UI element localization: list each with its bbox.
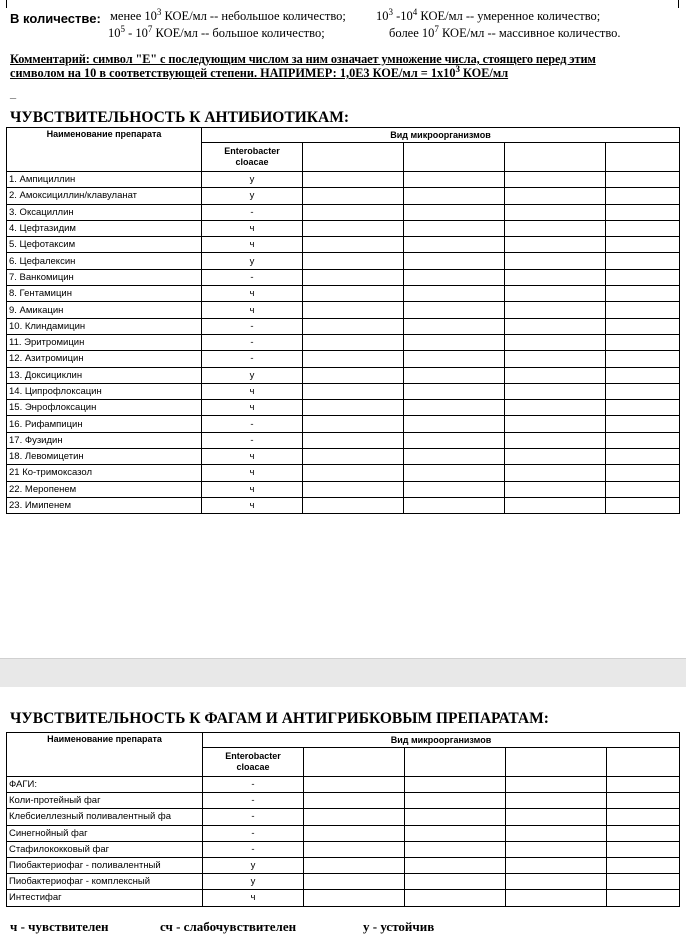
drug-name: 5. Цефотаксим [7, 237, 202, 253]
empty-cell [303, 465, 404, 481]
sensitivity-value: у [203, 874, 304, 890]
antibiotics-body [7, 172, 680, 514]
empty-cell [505, 497, 606, 513]
page-separator [0, 658, 686, 688]
empty-cell [405, 825, 506, 841]
empty-cell [505, 432, 606, 448]
comment-line-1: Комментарий: символ "Е" с последующим числом за ним означает умножение числа, стоящего перед этим [10, 52, 596, 66]
empty-cell [404, 351, 505, 367]
table-row [7, 841, 680, 857]
sensitivity-value: ч [202, 237, 303, 253]
phages-table [6, 732, 680, 907]
table-row [7, 318, 680, 334]
empty-cell [303, 220, 404, 236]
empty-cell [606, 432, 680, 448]
empty-organism-header [405, 748, 506, 777]
drug-name: 7. Ванкомицин [7, 269, 202, 285]
col-micro-header: Вид микроорганизмов [202, 128, 680, 143]
empty-cell [506, 777, 607, 793]
empty-cell [303, 481, 404, 497]
empty-cell [505, 188, 606, 204]
empty-cell [404, 416, 505, 432]
drug-name: 22. Меропенем [7, 481, 202, 497]
empty-cell [606, 253, 680, 269]
empty-cell [303, 269, 404, 285]
sensitivity-value: ч [202, 286, 303, 302]
empty-cell [505, 481, 606, 497]
empty-cell [606, 351, 680, 367]
empty-cell [607, 809, 680, 825]
empty-cell [303, 400, 404, 416]
empty-cell [404, 367, 505, 383]
sensitivity-value: ч [203, 890, 304, 906]
comment-line-2: символом на 10 в соответствующей степени. НАПРИМЕР: 1,0Е3 $КОЕ/мл = 1х10^3$ КОЕ/мл [10, 63, 509, 80]
quantity-label: В количестве: [10, 11, 101, 26]
empty-cell [304, 874, 405, 890]
drug-name: 2. Амоксициллин/клавуланат [7, 188, 202, 204]
drug-name: Синегнойный фаг [7, 825, 203, 841]
sensitivity-value: ч [202, 449, 303, 465]
empty-cell [404, 432, 505, 448]
sensitivity-value: - [202, 269, 303, 285]
table-row [7, 825, 680, 841]
empty-cell [304, 809, 405, 825]
sensitivity-value: ч [202, 481, 303, 497]
empty-cell [505, 269, 606, 285]
sensitivity-value: у [202, 367, 303, 383]
table-row [7, 351, 680, 367]
empty-cell [505, 367, 606, 383]
empty-cell [303, 383, 404, 399]
empty-cell [606, 188, 680, 204]
legend-weak: сч - слабочувствителен [160, 919, 297, 934]
sensitivity-value: - [202, 416, 303, 432]
sensitivity-value: - [202, 351, 303, 367]
empty-cell [506, 857, 607, 873]
empty-cell [506, 793, 607, 809]
empty-cell [506, 890, 607, 906]
empty-cell [303, 351, 404, 367]
table-row [7, 172, 680, 188]
drug-name: 23. Имипенем [7, 497, 202, 513]
empty-cell [404, 465, 505, 481]
sensitivity-value: у [202, 172, 303, 188]
empty-cell [606, 172, 680, 188]
drug-name: ФАГИ: [7, 777, 203, 793]
table-header-row [7, 128, 680, 143]
empty-cell [405, 793, 506, 809]
table-row [7, 237, 680, 253]
drug-name: Стафилококковый фаг [7, 841, 203, 857]
empty-cell [505, 351, 606, 367]
sensitivity-value: - [203, 841, 304, 857]
drug-name: 17. Фузидин [7, 432, 202, 448]
drug-name: 15. Энрофлоксацин [7, 400, 202, 416]
empty-cell [607, 841, 680, 857]
organism-header: Enterobacter cloacae [203, 748, 304, 777]
empty-cell [404, 237, 505, 253]
empty-cell [505, 400, 606, 416]
empty-cell [404, 302, 505, 318]
empty-cell [505, 220, 606, 236]
sensitivity-value: ч [202, 497, 303, 513]
drug-name: 3. Оксациллин [7, 204, 202, 220]
empty-cell [606, 481, 680, 497]
empty-cell [303, 188, 404, 204]
empty-organism-header [506, 748, 607, 777]
empty-organism-header [304, 748, 405, 777]
empty-cell [505, 286, 606, 302]
table-row [7, 253, 680, 269]
table-row [7, 400, 680, 416]
table-row [7, 497, 680, 513]
table-row [7, 449, 680, 465]
dash-mark: _ [10, 88, 17, 100]
empty-cell [304, 857, 405, 873]
empty-cell [303, 449, 404, 465]
table-row [7, 220, 680, 236]
empty-organism-header [404, 143, 505, 172]
drug-name: 12. Азитромицин [7, 351, 202, 367]
empty-cell [303, 334, 404, 350]
empty-cell [304, 841, 405, 857]
table-row [7, 857, 680, 873]
empty-cell [303, 237, 404, 253]
drug-name: Интестифаг [7, 890, 203, 906]
table-row [7, 286, 680, 302]
empty-cell [303, 416, 404, 432]
table-header-row [7, 733, 680, 748]
empty-cell [606, 237, 680, 253]
sensitivity-value: - [203, 777, 304, 793]
empty-cell [506, 825, 607, 841]
empty-cell [405, 874, 506, 890]
empty-cell [606, 383, 680, 399]
table-row [7, 383, 680, 399]
empty-cell [404, 220, 505, 236]
empty-cell [505, 318, 606, 334]
empty-cell [404, 383, 505, 399]
empty-cell [606, 269, 680, 285]
empty-cell [303, 204, 404, 220]
quantity-large: $10^5 - 10^7$ КОЕ/мл -- большое количество; [108, 23, 325, 40]
empty-cell [404, 204, 505, 220]
sensitivity-value: ч [202, 400, 303, 416]
empty-cell [606, 497, 680, 513]
table-row [7, 334, 680, 350]
table-row [7, 416, 680, 432]
empty-cell [404, 172, 505, 188]
table-border-remnant [678, 0, 679, 8]
empty-cell [606, 286, 680, 302]
empty-cell [404, 400, 505, 416]
phages-body [7, 777, 680, 907]
sensitivity-value: ч [202, 465, 303, 481]
empty-cell [303, 367, 404, 383]
empty-cell [607, 793, 680, 809]
drug-name: 18. Левомицетин [7, 449, 202, 465]
empty-cell [405, 809, 506, 825]
drug-name: 4. Цефтазидим [7, 220, 202, 236]
empty-cell [505, 465, 606, 481]
page-bottom [0, 687, 686, 941]
empty-cell [304, 825, 405, 841]
drug-name: 11. Эритромицин [7, 334, 202, 350]
empty-cell [505, 383, 606, 399]
table-row [7, 269, 680, 285]
empty-cell [606, 334, 680, 350]
drug-name: 1. Ампициллин [7, 172, 202, 188]
empty-cell [404, 318, 505, 334]
empty-cell [607, 890, 680, 906]
empty-organism-header [505, 143, 606, 172]
empty-cell [303, 318, 404, 334]
empty-cell [404, 497, 505, 513]
col-micro-header: Вид микроорганизмов [203, 733, 680, 748]
empty-cell [505, 334, 606, 350]
empty-cell [607, 857, 680, 873]
empty-cell [606, 204, 680, 220]
empty-cell [405, 890, 506, 906]
empty-cell [606, 220, 680, 236]
empty-cell [505, 449, 606, 465]
quantity-small: менее $10^3$ КОЕ/мл -- небольшое количество; [110, 6, 346, 23]
empty-cell [303, 172, 404, 188]
sensitivity-value: ч [202, 302, 303, 318]
drug-name: Коли-протейный фаг [7, 793, 203, 809]
empty-cell [304, 777, 405, 793]
empty-cell [303, 432, 404, 448]
empty-cell [606, 367, 680, 383]
empty-cell [505, 204, 606, 220]
empty-organism-header [606, 143, 680, 172]
sensitivity-value: - [202, 204, 303, 220]
empty-organism-header [303, 143, 404, 172]
table-row [7, 204, 680, 220]
table-row [7, 367, 680, 383]
phages-title: ЧУВСТВИТЕЛЬНОСТЬ К ФАГАМ И АНТИГРИБКОВЫМ ПРЕПАРАТАМ: [10, 710, 549, 727]
table-row [7, 302, 680, 318]
col-name-header: Наименование препарата [7, 733, 203, 777]
quantity-massive: более $10^7$ КОЕ/мл -- массивное количество. [389, 23, 621, 40]
empty-cell [304, 890, 405, 906]
empty-cell [404, 269, 505, 285]
empty-cell [606, 465, 680, 481]
drug-name: Клебсиеллезный поливалентный фа [7, 809, 203, 825]
empty-cell [404, 481, 505, 497]
legend-sensitive: ч - чувствителен [10, 919, 109, 934]
drug-name: 10. Клиндамицин [7, 318, 202, 334]
sensitivity-value: ч [202, 220, 303, 236]
drug-name: 6. Цефалексин [7, 253, 202, 269]
sensitivity-value: у [202, 253, 303, 269]
legend-resistant: у - устойчив [363, 919, 435, 934]
sensitivity-value: - [202, 334, 303, 350]
table-row [7, 809, 680, 825]
empty-cell [404, 334, 505, 350]
antibiotics-table [6, 127, 680, 514]
empty-cell [405, 777, 506, 793]
empty-cell [505, 416, 606, 432]
empty-cell [405, 857, 506, 873]
sensitivity-value: у [203, 857, 304, 873]
empty-cell [303, 302, 404, 318]
quantity-moderate: $10^3$ $-10^4$ КОЕ/мл -- умеренное количество; [376, 6, 601, 23]
empty-cell [606, 449, 680, 465]
empty-cell [606, 416, 680, 432]
empty-cell [506, 874, 607, 890]
drug-name: Пиобактериофаг - поливалентный [7, 857, 203, 873]
table-row [7, 188, 680, 204]
sensitivity-value: ч [202, 383, 303, 399]
empty-cell [607, 825, 680, 841]
empty-cell [607, 874, 680, 890]
drug-name: 13. Доксициклин [7, 367, 202, 383]
table-row [7, 874, 680, 890]
empty-cell [606, 318, 680, 334]
empty-cell [505, 172, 606, 188]
table-border-remnant [6, 0, 7, 8]
empty-cell [303, 286, 404, 302]
antibiotics-title: ЧУВСТВИТЕЛЬНОСТЬ К АНТИБИОТИКАМ: [10, 109, 349, 126]
empty-cell [404, 449, 505, 465]
drug-name: 14. Ципрофлоксацин [7, 383, 202, 399]
sensitivity-value: у [202, 188, 303, 204]
empty-cell [505, 302, 606, 318]
empty-cell [404, 188, 505, 204]
col-name-header: Наименование препарата [7, 128, 202, 172]
drug-name: 8. Гентамицин [7, 286, 202, 302]
table-row [7, 890, 680, 906]
sensitivity-value: - [203, 793, 304, 809]
empty-organism-header [607, 748, 680, 777]
empty-cell [404, 253, 505, 269]
sensitivity-value: - [202, 432, 303, 448]
empty-cell [606, 400, 680, 416]
table-row [7, 465, 680, 481]
empty-cell [304, 793, 405, 809]
empty-cell [505, 253, 606, 269]
table-row [7, 793, 680, 809]
drug-name: 9. Амикацин [7, 302, 202, 318]
table-row [7, 777, 680, 793]
empty-cell [303, 253, 404, 269]
empty-cell [506, 809, 607, 825]
sensitivity-value: - [203, 809, 304, 825]
empty-cell [506, 841, 607, 857]
table-row [7, 481, 680, 497]
empty-cell [404, 286, 505, 302]
sensitivity-value: - [203, 825, 304, 841]
empty-cell [405, 841, 506, 857]
empty-cell [606, 302, 680, 318]
organism-header: Enterobacter cloacae [202, 143, 303, 172]
drug-name: 16. Рифампицин [7, 416, 202, 432]
empty-cell [505, 237, 606, 253]
drug-name: 21 Ко-тримоксазол [7, 465, 202, 481]
drug-name: Пиобактериофаг - комплексный [7, 874, 203, 890]
table-row [7, 432, 680, 448]
empty-cell [607, 777, 680, 793]
empty-cell [303, 497, 404, 513]
sensitivity-value: - [202, 318, 303, 334]
